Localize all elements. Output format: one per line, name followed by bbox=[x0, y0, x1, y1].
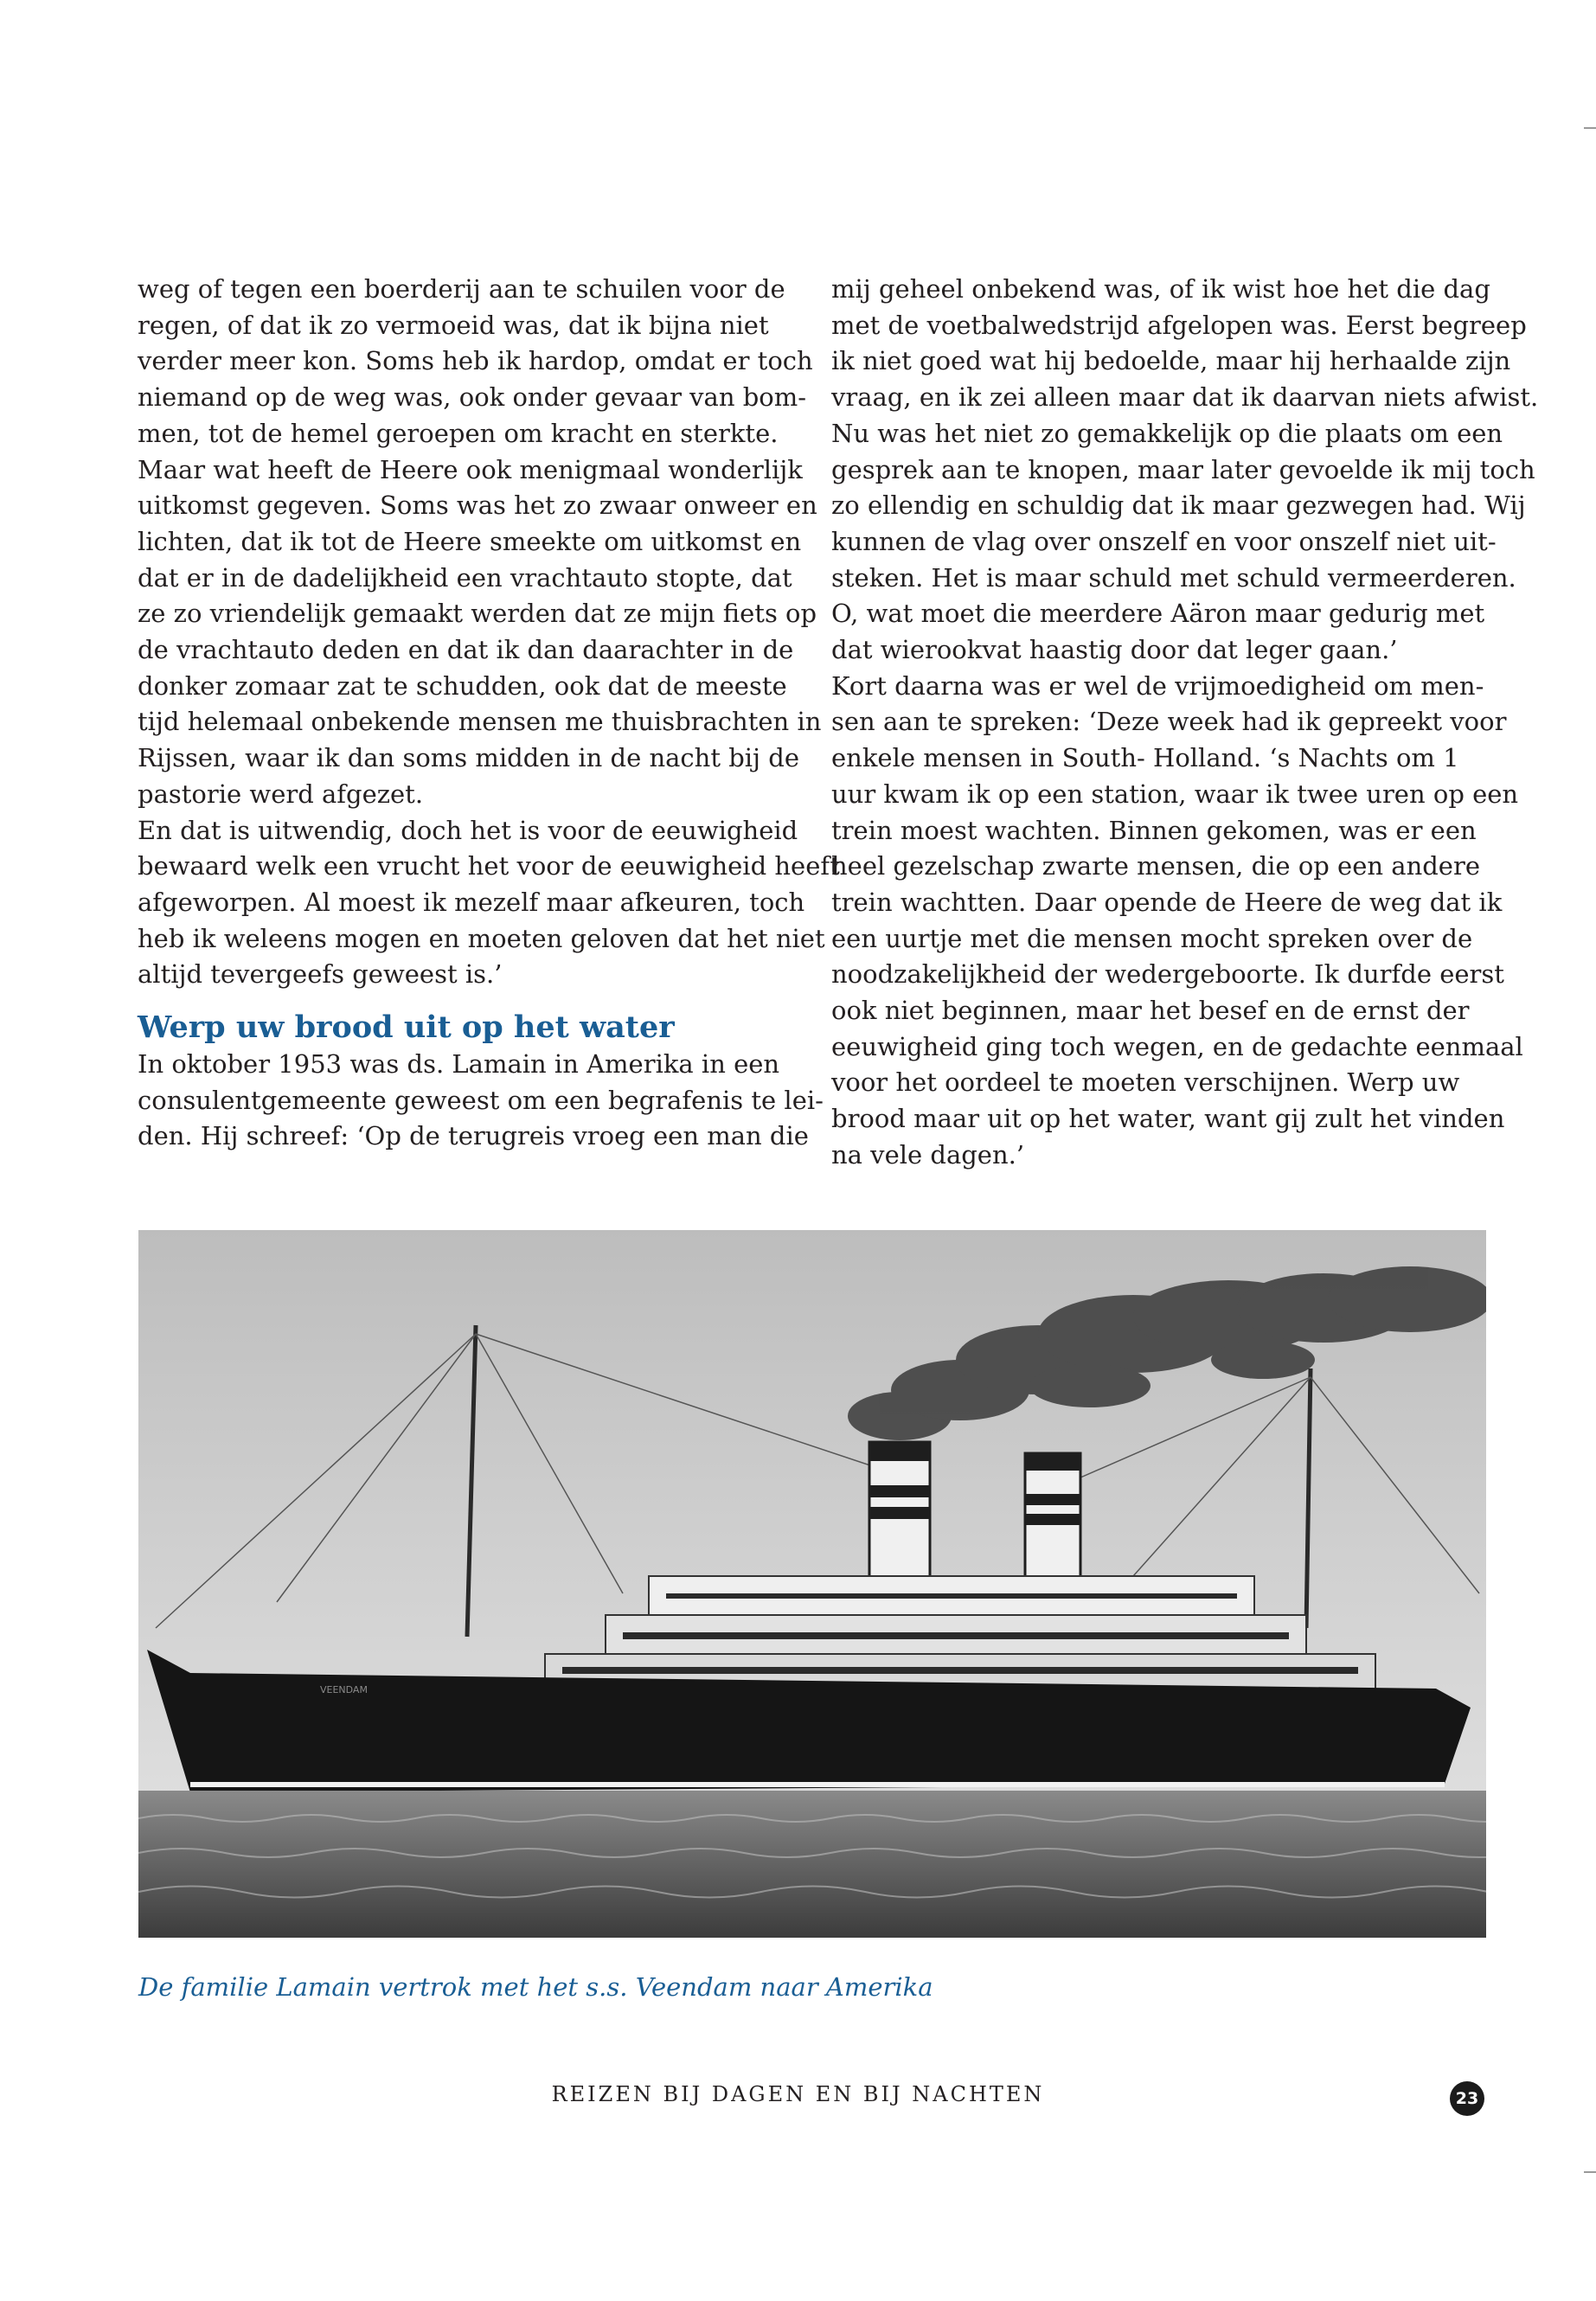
ship-illustration bbox=[138, 1230, 1486, 1938]
text-line: na vele dagen.’ bbox=[831, 1139, 1025, 1170]
text-line: weg of tegen een boerderij aan te schuilen voor de bbox=[138, 274, 785, 304]
text-line: consulentgemeente geweest om een begrafenis te lei- bbox=[138, 1085, 824, 1115]
text-line: Rijssen, waar ik dan soms midden in de nacht bij de bbox=[138, 743, 799, 773]
text-line: tijd helemaal onbekende mensen me thuisbrachten in bbox=[138, 707, 822, 737]
photo-caption: De familie Lamain vertrok met het s.s. Veendam naar Amerika bbox=[138, 1972, 933, 2002]
text-line: bewaard welk een vrucht het voor de eeuwigheid heeft bbox=[138, 851, 840, 881]
water bbox=[138, 1791, 1486, 1938]
text-line: vraag, en ik zei alleen maar dat ik daarvan niets afwist. bbox=[831, 382, 1539, 413]
text-line: altijd tevergeefs geweest is.’ bbox=[138, 959, 503, 990]
right-column bbox=[831, 272, 1539, 1174]
text-line: afgeworpen. Al moest ik mezelf maar afkeuren, toch bbox=[138, 887, 805, 917]
text-line: trein moest wachten. Binnen gekomen, was er een bbox=[831, 815, 1477, 845]
text-line: ook niet beginnen, maar het besef en de ernst der bbox=[831, 996, 1470, 1026]
text-line: gesprek aan te knopen, maar later gevoelde ik mij toch bbox=[831, 454, 1535, 484]
text-line: trein wachtten. Daar opende de Heere de weg dat ik bbox=[831, 887, 1503, 917]
waterline bbox=[190, 1782, 1445, 1787]
text-line: zo ellendig en schuldig dat ik maar gezwegen had. Wij bbox=[831, 490, 1526, 521]
text-line: met de voetbalwedstrijd afgelopen was. Eerst begreep bbox=[831, 310, 1527, 340]
text-line: In oktober 1953 was ds. Lamain in Amerika in een bbox=[138, 1049, 780, 1080]
text-line: pastorie werd afgezet. bbox=[138, 779, 424, 809]
running-footer-title: REIZEN BIJ DAGEN EN BIJ NACHTEN bbox=[551, 2082, 1045, 2106]
text-line: eeuwigheid ging toch wegen, en de gedachte eenmaal bbox=[831, 1031, 1523, 1061]
text-line: mij geheel onbekend was, of ik wist hoe het die dag bbox=[831, 274, 1490, 304]
text-line: Kort daarna was er wel de vrijmoedigheid om men- bbox=[831, 670, 1484, 701]
text-line: niemand op de weg was, ook onder gevaar van bom- bbox=[138, 382, 807, 413]
text-line: regen, of dat ik zo vermoeid was, dat ik bijna niet bbox=[138, 310, 769, 340]
text-line: ze zo vriendelijk gemaakt werden dat ze mijn fiets op bbox=[138, 599, 817, 629]
text-line: den. Hij schreef: ‘Op de terugreis vroeg een man die bbox=[138, 1121, 809, 1151]
text-line: voor het oordeel te moeten verschijnen. Werp uw bbox=[831, 1067, 1460, 1098]
text-line: kunnen de vlag over onszelf en voor onszelf niet uit- bbox=[831, 526, 1497, 556]
crop-mark-bottom bbox=[1584, 2171, 1596, 2173]
text-line: heel gezelschap zwarte mensen, die op een andere bbox=[831, 851, 1480, 881]
text-line: brood maar uit op het water, want gij zult het vinden bbox=[831, 1104, 1505, 1134]
text-line: sen aan te spreken: ‘Deze week had ik gepreekt voor bbox=[831, 707, 1507, 737]
ship-photo bbox=[138, 1230, 1486, 1938]
left-paragraphs-after-heading bbox=[138, 1047, 824, 1155]
text-line: donker zomaar zat te schudden, ook dat de meeste bbox=[138, 670, 787, 701]
text-line: dat er in de dadelijkheid een vrachtauto stopte, dat bbox=[138, 562, 792, 593]
text-line: verder meer kon. Soms heb ik hardop, omdat er toch bbox=[138, 346, 813, 376]
text-line: uur kwam ik op een station, waar ik twee uren op een bbox=[831, 779, 1519, 809]
text-line: Nu was het niet zo gemakkelijk op die plaats om een bbox=[831, 418, 1503, 448]
left-column bbox=[138, 272, 840, 1155]
text-line: men, tot de hemel geroepen om kracht en sterkte. bbox=[138, 418, 779, 448]
text-line: lichten, dat ik tot de Heere smeekte om uitkomst en bbox=[138, 526, 802, 556]
text-line: een uurtje met die mensen mocht spreken over de bbox=[831, 923, 1473, 953]
text-line: heb ik weleens mogen en moeten geloven dat het niet bbox=[138, 923, 825, 953]
page-number-badge: 23 bbox=[1450, 2081, 1484, 2116]
left-paragraphs bbox=[138, 272, 840, 993]
text-line: enkele mensen in South- Holland. ‘s Nachts om 1 bbox=[831, 743, 1459, 773]
text-line: de vrachtauto deden en dat ik dan daarachter in de bbox=[138, 635, 794, 665]
text-line: steken. Het is maar schuld met schuld vermeerderen. bbox=[831, 562, 1516, 593]
text-line: En dat is uitwendig, doch het is voor de eeuwigheid bbox=[138, 815, 798, 845]
ship-name-label: VEENDAM bbox=[320, 1684, 368, 1695]
text-line: ik niet goed wat hij bedoelde, maar hij herhaalde zijn bbox=[831, 346, 1511, 376]
text-line: dat wierookvat haastig door dat leger gaan.’ bbox=[831, 635, 1398, 665]
text-line: uitkomst gegeven. Soms was het zo zwaar onweer en bbox=[138, 490, 817, 521]
text-line: O, wat moet die meerdere Aäron maar gedurig met bbox=[831, 599, 1485, 629]
crop-mark-top bbox=[1584, 127, 1596, 129]
text-line: noodzakelijkheid der wedergeboorte. Ik durfde eerst bbox=[831, 959, 1504, 990]
section-heading: Werp uw brood uit op het water bbox=[138, 1009, 675, 1046]
text-line: Maar wat heeft de Heere ook menigmaal wonderlijk bbox=[138, 454, 803, 484]
